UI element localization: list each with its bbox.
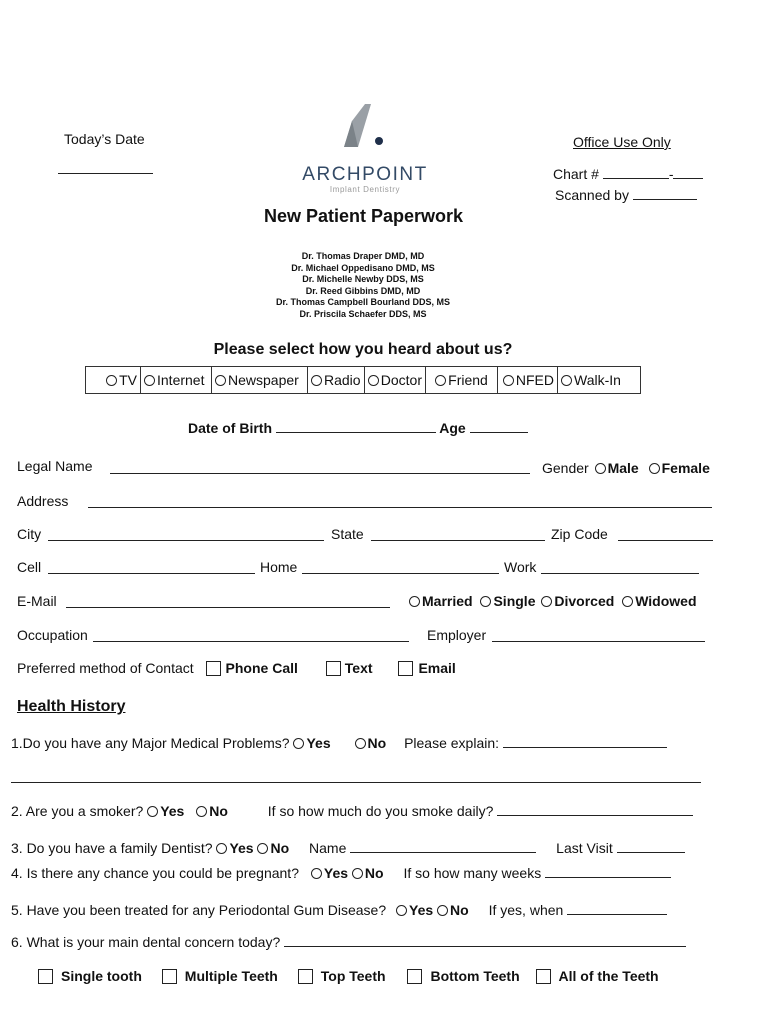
logo-mark-icon (300, 101, 430, 151)
checkbox-icon[interactable] (536, 969, 551, 984)
q2-row: 2. Are you a smoker? Yes No If so how much do you smoke daily? (11, 803, 693, 819)
q6-field[interactable] (284, 934, 686, 947)
concern-options (38, 968, 659, 984)
state-label: State (331, 526, 364, 542)
radio-icon[interactable] (480, 596, 491, 607)
radio-icon[interactable] (215, 375, 226, 386)
chart-number-field[interactable] (603, 166, 669, 179)
gender-female-label: Female (661, 460, 710, 476)
q5-row: 5. Have you been treated for any Periodontal Gum Disease? Yes No If yes, when (11, 902, 667, 918)
occupation-field[interactable] (93, 629, 409, 642)
doctor-name: Dr. Priscila Schaefer DDS, MS (299, 308, 427, 319)
checkbox-icon[interactable] (38, 969, 53, 984)
radio-icon[interactable] (216, 843, 227, 854)
chart-row: Chart # - (553, 166, 703, 182)
logo-subtitle: Implant Dentistry (329, 185, 401, 194)
q3-name-field[interactable] (350, 840, 536, 853)
radio-icon[interactable] (144, 375, 155, 386)
q3-last-visit-field[interactable] (617, 840, 685, 853)
referral-option-newspaper[interactable]: Newspaper (212, 367, 308, 393)
zip-field[interactable] (618, 528, 713, 541)
home-label: Home (260, 559, 298, 575)
q1-explain-label: Please explain: (404, 735, 500, 751)
q5-text: 5. Have you been treated for any Periodontal Gum Disease? (11, 902, 387, 918)
address-label: Address (17, 493, 69, 509)
referral-option-walkin[interactable]: Walk-In (558, 367, 640, 393)
chart-label: Chart # (553, 166, 599, 182)
health-history-heading: Health History (17, 698, 126, 715)
doctor-list (213, 251, 513, 321)
marital-option: Divorced (554, 593, 615, 609)
q6-text: 6. What is your main dental concern today? (11, 934, 281, 950)
logo-name: ARCHPOINT (302, 164, 428, 185)
q5-follow-label: If yes, when (488, 902, 564, 918)
city-field[interactable] (48, 528, 324, 541)
q4-follow-field[interactable] (545, 865, 671, 878)
radio-icon[interactable] (649, 463, 660, 474)
doctor-name: Dr. Michael Oppedisano DMD, MS (291, 262, 435, 273)
radio-icon[interactable] (435, 375, 446, 386)
scanned-by-field[interactable] (633, 187, 697, 200)
cell-label: Cell (17, 559, 42, 575)
radio-icon[interactable] (396, 905, 407, 916)
dob-row (188, 420, 528, 436)
radio-icon[interactable] (352, 868, 363, 879)
q2-follow-field[interactable] (497, 803, 693, 816)
page-title: New Patient Paperwork (263, 206, 464, 226)
contact-option: Phone Call (225, 660, 298, 676)
dob-label: Date of Birth (188, 420, 272, 436)
age-field[interactable] (470, 420, 528, 433)
referral-option-nfed[interactable]: NFED (498, 367, 558, 393)
concern-option: Bottom Teeth (430, 968, 520, 984)
radio-icon[interactable] (561, 375, 572, 386)
doctor-name: Dr. Thomas Draper DMD, MD (301, 251, 425, 261)
checkbox-icon[interactable] (407, 969, 422, 984)
dob-field[interactable] (276, 420, 436, 433)
todays-date-field[interactable] (58, 161, 153, 174)
radio-icon[interactable] (541, 596, 552, 607)
age-label: Age (439, 420, 466, 436)
home-field[interactable] (302, 561, 499, 574)
work-label: Work (504, 559, 537, 575)
referral-option-tv[interactable]: TV (86, 367, 141, 393)
radio-icon[interactable] (409, 596, 420, 607)
referral-question: Please select how you heard about us? (213, 341, 513, 358)
email-label: E-Mail (17, 593, 57, 609)
todays-date-label: Today’s Date (64, 131, 145, 147)
gender-male-label: Male (607, 460, 639, 476)
referral-option-friend[interactable]: Friend (426, 367, 498, 393)
radio-icon[interactable] (595, 463, 606, 474)
q3-name-label: Name (309, 840, 347, 856)
gender-label: Gender (542, 460, 589, 476)
radio-icon[interactable] (503, 375, 514, 386)
zip-label: Zip Code (551, 526, 608, 542)
referral-option-internet[interactable]: Internet (141, 367, 212, 393)
occupation-label: Occupation (17, 627, 88, 643)
radio-icon[interactable] (147, 806, 158, 817)
radio-icon[interactable] (622, 596, 633, 607)
q1-text: 1.Do you have any Major Medical Problems? (11, 735, 290, 751)
contact-option: Text (344, 660, 373, 676)
q4-row: 4. Is there any chance you could be pregnant? Yes No If so how many weeks (11, 865, 671, 881)
doctor-name: Dr. Michelle Newby DDS, MS (302, 274, 424, 285)
scanned-label: Scanned by (555, 187, 629, 203)
legal-name-label: Legal Name (17, 458, 93, 474)
checkbox-icon[interactable] (162, 969, 177, 984)
radio-icon[interactable] (196, 806, 207, 817)
q5-follow-field[interactable] (567, 902, 667, 915)
radio-icon[interactable] (311, 375, 322, 386)
referral-option-radio[interactable]: Radio (308, 367, 365, 393)
concern-option: All of the Teeth (558, 968, 659, 984)
q2-follow-label: If so how much do you smoke daily? (267, 803, 494, 819)
state-field[interactable] (371, 528, 545, 541)
q1-explain-field[interactable] (503, 735, 667, 748)
radio-icon[interactable] (368, 375, 379, 386)
q3-row: 3. Do you have a family Dentist? Yes No Name Last Visit (11, 840, 685, 856)
checkbox-icon[interactable] (206, 661, 221, 676)
checkbox-icon[interactable] (326, 661, 341, 676)
marital-option: Married (422, 593, 473, 609)
gender-row (542, 460, 710, 476)
chart-suffix-field[interactable] (673, 166, 703, 179)
logo (300, 101, 430, 197)
radio-icon[interactable] (257, 843, 268, 854)
employer-label: Employer (427, 627, 487, 643)
radio-icon[interactable] (355, 738, 366, 749)
radio-icon[interactable] (106, 375, 117, 386)
scanned-row (555, 187, 697, 203)
employer-field[interactable] (492, 629, 705, 642)
office-use-label: Office Use Only (573, 134, 671, 150)
concern-option: Top Teeth (320, 968, 386, 984)
work-field[interactable] (541, 561, 699, 574)
doctor-name: Dr. Reed Gibbins DMD, MD (305, 285, 421, 296)
address-field[interactable] (88, 495, 712, 508)
q4-follow-label: If so how many weeks (403, 865, 542, 881)
marital-status-row (409, 593, 697, 609)
q3-text: 3. Do you have a family Dentist? (11, 840, 213, 856)
contact-option: Email (418, 660, 456, 676)
q2-text: 2. Are you a smoker? (11, 803, 144, 819)
q4-text: 4. Is there any chance you could be pregnant? (11, 865, 299, 881)
referral-options (85, 366, 641, 394)
checkbox-icon[interactable] (398, 661, 413, 676)
q1-explain-continuation-field[interactable] (11, 770, 701, 783)
marital-option: Widowed (635, 593, 697, 609)
q6-row (11, 934, 686, 950)
radio-icon[interactable] (311, 868, 322, 879)
city-label: City (17, 526, 42, 542)
checkbox-icon[interactable] (298, 969, 313, 984)
legal-name-field[interactable] (110, 461, 530, 474)
cell-field[interactable] (48, 561, 255, 574)
q3-last-visit-label: Last Visit (556, 840, 613, 856)
radio-icon[interactable] (293, 738, 304, 749)
concern-option: Single tooth (61, 968, 142, 984)
concern-option: Multiple Teeth (184, 968, 278, 984)
doctor-name: Dr. Thomas Campbell Bourland DDS, MS (275, 297, 451, 308)
email-field[interactable] (66, 595, 390, 608)
contact-row (17, 660, 456, 676)
referral-option-doctor[interactable]: Doctor (365, 367, 426, 393)
radio-icon[interactable] (437, 905, 448, 916)
contact-label: Preferred method of Contact (17, 660, 194, 676)
marital-option: Single (493, 593, 536, 609)
q1-row: 1.Do you have any Major Medical Problems? Yes No Please explain: (11, 735, 667, 751)
